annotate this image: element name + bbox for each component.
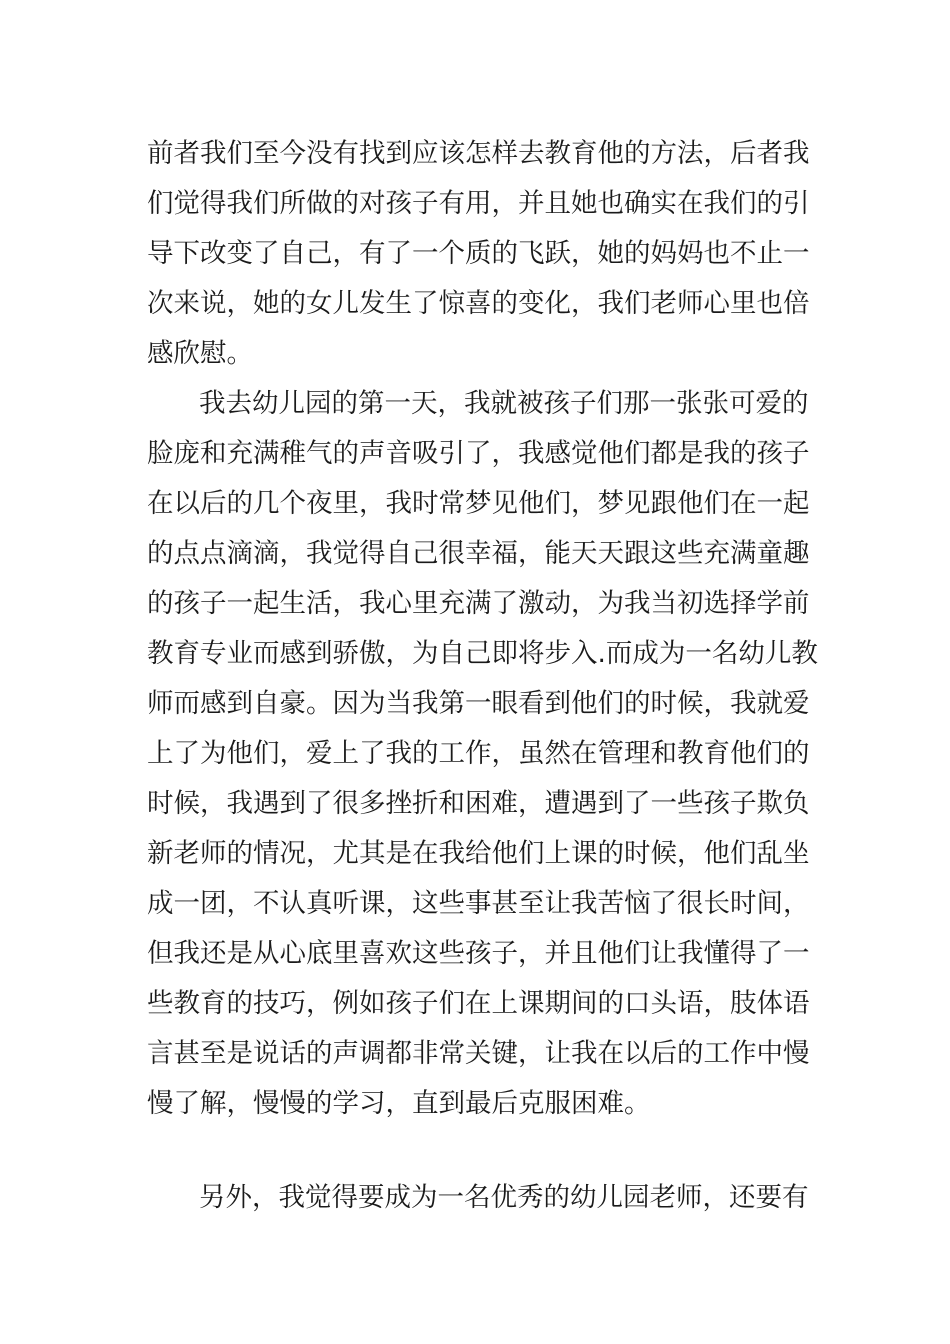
- paragraph-2-line-8: 上了为他们，爱上了我的工作，虽然在管理和教育他们的: [147, 738, 810, 769]
- paragraph-2-line-1: 我去幼儿园的第一天，我就被孩子们那一张张可爱的: [199, 388, 809, 419]
- paragraph-3-line-1: 另外，我觉得要成为一名优秀的幼儿园老师，还要有: [199, 1182, 809, 1213]
- paragraph-2-line-15: 慢了解，慢慢的学习，直到最后克服困难。: [147, 1088, 651, 1119]
- paragraph-2-line-3: 在以后的几个夜里，我时常梦见他们，梦见跟他们在一起: [147, 488, 810, 519]
- paragraph-1-line-5: 感欣慰。: [147, 338, 253, 369]
- paragraph-2-line-11: 成一团，不认真听课，这些事甚至让我苦恼了很长时间，: [147, 888, 810, 919]
- paragraph-2-line-10: 新老师的情况，尤其是在我给他们上课的时候，他们乱坐: [147, 838, 810, 869]
- paragraph-2-line-12: 但我还是从心底里喜欢这些孩子，并且他们让我懂得了一: [147, 938, 810, 969]
- paragraph-1-line-3: 导下改变了自己，有了一个质的飞跃，她的妈妈也不止一: [147, 238, 810, 269]
- paragraph-2-line-14: 言甚至是说话的声调都非常关键，让我在以后的工作中慢: [147, 1038, 810, 1069]
- paragraph-1-line-1: 前者我们至今没有找到应该怎样去教育他的方法，后者我: [147, 138, 810, 169]
- paragraph-1-line-4: 次来说，她的女儿发生了惊喜的变化，我们老师心里也倍: [147, 288, 810, 319]
- paragraph-2-line-5: 的孩子一起生活，我心里充满了激动，为我当初选择学前: [147, 588, 810, 619]
- paragraph-2-line-13: 些教育的技巧，例如孩子们在上课期间的口头语，肢体语: [147, 988, 810, 1019]
- paragraph-2-line-4: 的点点滴滴，我觉得自己很幸福，能天天跟这些充满童趣: [147, 538, 810, 569]
- paragraph-2-line-2: 脸庞和充满稚气的声音吸引了，我感觉他们都是我的孩子: [147, 438, 810, 469]
- paragraph-2-line-6: 教育专业而感到骄傲，为自己即将步入.而成为一名幼儿教: [147, 638, 818, 669]
- paragraph-2-line-7: 师而感到自豪。因为当我第一眼看到他们的时候，我就爱: [147, 688, 810, 719]
- paragraph-1-line-2: 们觉得我们所做的对孩子有用，并且她也确实在我们的引: [147, 188, 810, 219]
- paragraph-2-line-9: 时候，我遇到了很多挫折和困难，遭遇到了一些孩子欺负: [147, 788, 810, 819]
